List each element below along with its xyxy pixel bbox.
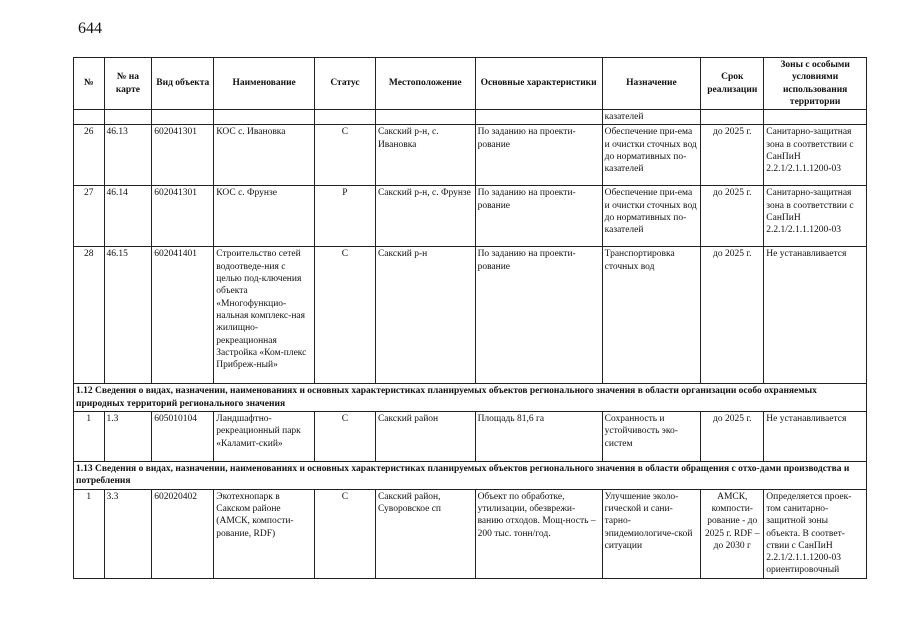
row-purpose: Обеспечение при-ема и очистки сточных вод до нормативных по-казателей [602,125,701,186]
row-characteristics: Объект по обработке, утилизации, обезврежи-ванию отходов. Мощ-ность – 200 тыс. тонн/год. [475,489,602,578]
table-header-row [74,58,867,110]
section-heading-row [74,462,867,490]
table-row [74,247,867,384]
row-object-type: 602041301 [152,125,214,186]
row-map-num: 3.3 [104,489,152,578]
row-characteristics: По заданию на проекти-рование [475,186,602,247]
row-map-num: 46.13 [104,125,152,186]
header-map-num: № на карте [104,58,152,110]
page-number: 644 [78,20,102,37]
row-deadline: до 2025 г. [701,186,764,247]
row-purpose: Сохранность и устойчивость эко-систем [602,412,701,462]
row-num: 26 [74,125,105,186]
row-status: Р [314,186,375,247]
row-name: Ландшафтно-рекреационный парк «Каламит-ский» [214,412,315,462]
row-deadline: до 2025 г. [701,412,764,462]
row-name: КОС с. Ивановка [214,125,315,186]
continuation-row [74,110,867,125]
header-object-type: Вид объекта [152,58,214,110]
row-location: Сакский р-н, с. Фрунзе [375,186,475,247]
header-status: Статус [314,58,375,110]
row-deadline: до 2025 г. [701,125,764,186]
header-characteristics: Основные характеристики [475,58,602,110]
row-status: С [314,125,375,186]
row-purpose: Обеспечение при-ема и очистки сточных вод до нормативных по-казателей [602,186,701,247]
section-heading-protected-areas: 1.12 Сведения о видах, назначении, наименованиях и основных характеристиках планируемых объектов регионального значения в области организации особо охраняемых природных территорий регионального значения [74,384,867,412]
header-deadline: Срок реализации [701,58,764,110]
row-num: 28 [74,247,105,384]
row-object-type: 605010104 [152,412,214,462]
row-status: С [314,412,375,462]
row-location: Сакский район [375,412,475,462]
table-row [74,412,867,462]
row-purpose: Улучшение эколо-гической и сани-тарно-эпидемиологиче-ской ситуации [602,489,701,578]
row-num: 27 [74,186,105,247]
section-heading-row [74,384,867,412]
row-deadline: до 2025 г. [701,247,764,384]
row-zones: Не устанавливается [764,247,867,384]
header-location: Местоположение [375,58,475,110]
row-status: С [314,489,375,578]
header-name: Наименование [214,58,315,110]
objects-table [73,57,867,579]
row-deadline: АМСК, компости-рование - до 2025 г. RDF – до 2030 г [701,489,764,578]
row-map-num: 1.3 [104,412,152,462]
row-zones: Санитарно-защитная зона в соответствии с СанПиН 2.2.1/2.1.1.1200-03 [764,186,867,247]
row-zones: Не устанавливается [764,412,867,462]
row-characteristics: По заданию на проекти-рование [475,125,602,186]
row-map-num: 46.15 [104,247,152,384]
row-num: 1 [74,489,105,578]
table-row [74,186,867,247]
table-row [74,489,867,578]
row-map-num: 46.14 [104,186,152,247]
row-characteristics: Площадь 81,6 га [475,412,602,462]
row-location: Сакский район, Суворовское сп [375,489,475,578]
header-num: № [74,58,105,110]
row-name: Строительство сетей водоотведе-ния с целью под-ключения объекта «Многофункцио-нальная комплекс-ная жилищно-рекреационная Застройка «Ком-плекс Прибреж-ный» [214,247,315,384]
row-name: Экотехнопарк в Сакском районе (АМСК, компости-рование, RDF) [214,489,315,578]
row-zones: Санитарно-защитная зона в соответствии с СанПиН 2.2.1/2.1.1.1200-03 [764,125,867,186]
header-zones: Зоны с особыми условиями использования территории [764,58,867,110]
continuation-text: казателей [602,110,701,125]
row-object-type: 602020402 [152,489,214,578]
row-name: КОС с. Фрунзе [214,186,315,247]
row-status: С [314,247,375,384]
header-purpose: Назначение [602,58,701,110]
section-heading-waste-management: 1.13 Сведения о видах, назначении, наименованиях и основных характеристиках планируемых объектов регионального значения в области обращения с отхо-дами производства и потребления [74,462,867,490]
row-purpose: Транспортировка сточных вод [602,247,701,384]
row-location: Сакский р-н [375,247,475,384]
row-zones: Определяется проек-том санитарно-защитной зоны объекта. В соответ-ствии с СанПиН 2.2.1/2.1.1.1200-03 ориентировочный [764,489,867,578]
row-object-type: 602041301 [152,186,214,247]
row-object-type: 602041401 [152,247,214,384]
table-row [74,125,867,186]
row-characteristics: По заданию на проекти-рование [475,247,602,384]
row-num: 1 [74,412,105,462]
row-location: Сакский р-н, с. Ивановка [375,125,475,186]
